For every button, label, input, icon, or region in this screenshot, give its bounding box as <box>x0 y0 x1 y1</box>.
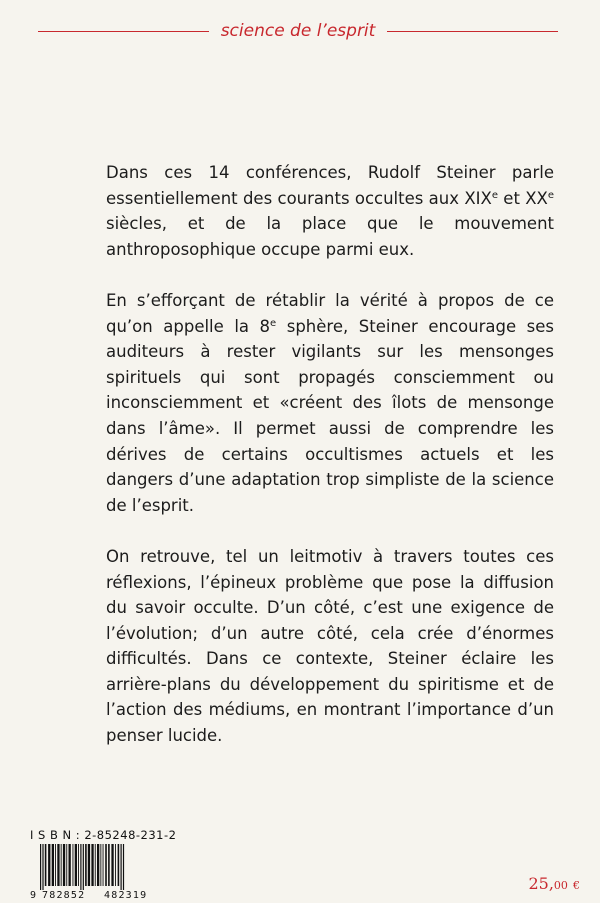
barcode-bar <box>105 844 107 886</box>
barcode-bar <box>75 844 77 886</box>
barcode-bar <box>66 844 67 886</box>
paragraph-3: On retrouve, tel un leitmotiv à travers toutes ces réflexions, l’épineux problème que pose la diffusion du savoir occulte. D’un côté, c’est une exigence de l’évolution; d’un autre côté, cela crée d’énormes difficultés. Dans ce contexte, Steiner éclaire les arrière-plans du développement du spiritisme et de l’action des médiums, en montrant l’importance d’un penser lucide. <box>106 546 554 746</box>
barcode-bar <box>118 844 120 886</box>
barcode-bar <box>85 844 87 886</box>
barcode-digits-right: 482319 <box>104 890 148 900</box>
barcode-bar <box>111 844 113 886</box>
barcode-bar <box>83 844 84 890</box>
barcode <box>30 844 168 900</box>
barcode-bar <box>115 844 116 886</box>
barcode-bar <box>48 844 50 886</box>
barcode-bars <box>40 844 124 890</box>
barcode-bar <box>61 844 62 886</box>
header-rule-left <box>38 31 209 32</box>
price-currency: € <box>573 879 580 892</box>
barcode-digits-middle: 782852 <box>42 890 86 900</box>
price-cents: 00 <box>553 879 568 892</box>
barcode-bar <box>69 844 71 886</box>
barcode-bar <box>80 844 81 890</box>
barcode-bar <box>45 844 47 886</box>
price-whole: 25, <box>528 874 554 893</box>
barcode-bar <box>103 844 104 886</box>
barcode-bar <box>95 844 96 886</box>
series-title: science de l’esprit <box>220 21 376 41</box>
paragraph-2: En s’efforçant de rétablir la vérité à propos de ce qu’on appelle la 8e sphère, Steiner encourage ses auditeurs à rester vigilants sur les mensonges spirituels qui sont propagés consciemment ou inconsciemment et «créent des îlots de mensonge dans l’âme». Il permet aussi de comprendre les dérives de certains occultismes actuels et les dangers d’une adaptation trop simpliste de la science de l’esprit. <box>106 290 554 515</box>
header-rule-right <box>387 31 558 32</box>
barcode-digit-left: 9 <box>30 890 37 900</box>
paragraph-1: Dans ces 14 conférences, Rudolf Steiner parle essentiellement des courants occultes aux XIXe et XXe siècles, et de la place que le mouvement anthroposophique occupe parmi eux. <box>106 163 554 259</box>
barcode-bar <box>91 844 93 886</box>
price <box>528 874 580 893</box>
barcode-bar <box>63 844 65 886</box>
barcode-bar <box>42 844 43 890</box>
isbn-label: I S B N : 2-85248-231-2 <box>30 828 177 842</box>
barcode-bar <box>73 844 74 886</box>
barcode-bar <box>100 844 101 886</box>
barcode-bar <box>97 844 99 886</box>
barcode-bar <box>55 844 56 886</box>
back-cover-text <box>106 160 554 774</box>
barcode-bar <box>121 844 122 890</box>
barcode-bar <box>108 844 110 886</box>
barcode-bar <box>40 844 41 890</box>
barcode-bar <box>52 844 54 886</box>
barcode-bar <box>57 844 59 886</box>
series-header <box>38 18 558 44</box>
barcode-bar <box>88 844 90 886</box>
barcode-bar <box>78 844 79 886</box>
barcode-bar <box>123 844 124 890</box>
